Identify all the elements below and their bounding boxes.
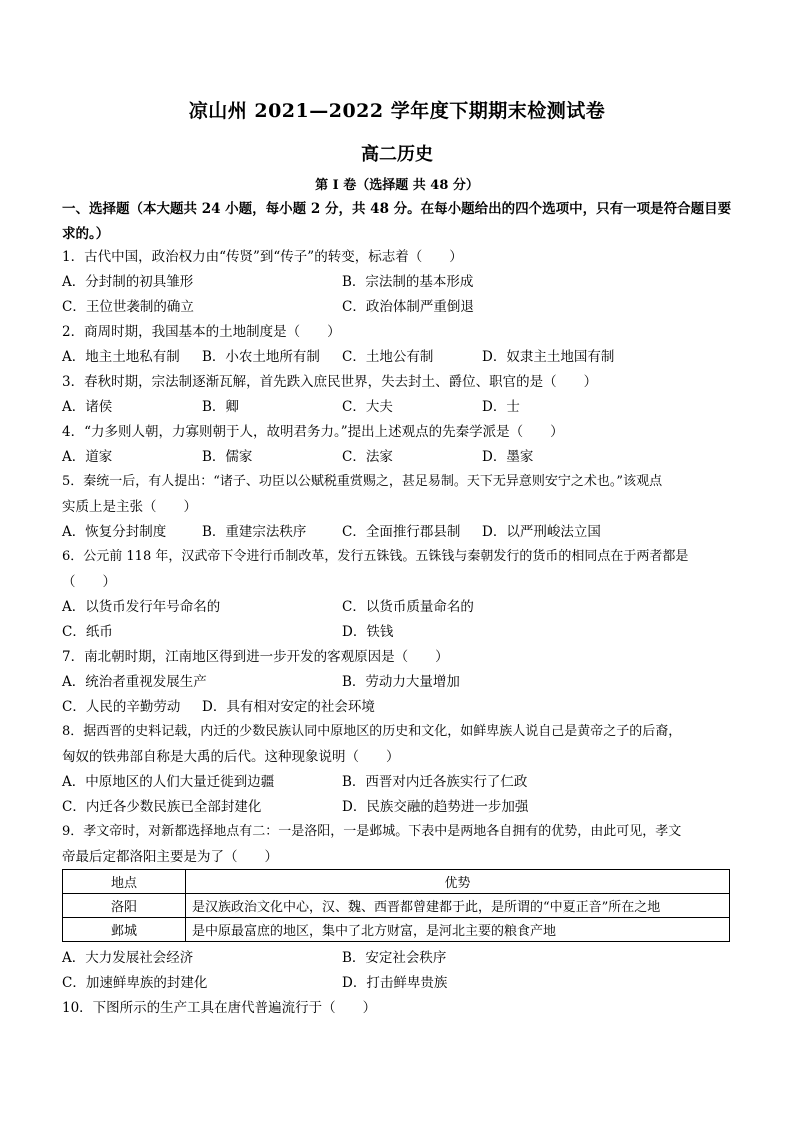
question-9-option-b: B．安定社会秩序 [342, 950, 447, 966]
table-cell-advantage: 是汉族政治文化中心，汉、魏、西晋都曾建都于此，是所谓的“中夏正音”所在之地 [186, 894, 730, 918]
question-5-stem-line-1: 5．秦统一后，有人提出：“诸子、功臣以公赋税重赏赐之，甚足易制。天下无异意则安宁之术也。”该观点 [62, 474, 663, 489]
question-8-option-c: C．内迁各少数民族已全部封建化 [62, 799, 262, 815]
question-4-option-a: A．道家 [62, 449, 113, 465]
table-cell-advantage: 是中原最富庶的地区，集中了北方财富，是河北主要的粮食产地 [186, 918, 730, 942]
question-6-stem-line-1: 6．公元前 118 年，汉武帝下令进行币制改革，发行五铢钱。五铢钱与秦朝发行的货币的相同点在于两者都是 [62, 549, 689, 564]
question-1-option-c: C．王位世袭制的确立 [62, 299, 194, 315]
question-2-option-c: C．土地公有制 [342, 349, 434, 365]
question-8-option-b: B．西晋对内迁各族实行了仁政 [342, 774, 528, 790]
question-1-option-b: B．宗法制的基本形成 [342, 274, 474, 290]
question-2-stem: 2．商周时期，我国基本的土地制度是（ ） [62, 324, 341, 340]
question-8-stem-line-2: 匈奴的铁弗部自称是大禹的后代。这种现象说明（ ） [62, 749, 400, 765]
table-header-advantage: 优势 [186, 870, 730, 894]
question-1-option-d: C．政治体制严重倒退 [342, 299, 474, 315]
question-3-stem: 3．春秋时期，宗法制逐渐瓦解，首先跌入庶民世界，失去封土、爵位、职官的是（ ） [62, 374, 598, 390]
question-2-option-a: A．地主土地私有制 [62, 349, 180, 365]
advantages-table [62, 869, 730, 942]
question-6-stem-line-2: （ ） [62, 574, 116, 590]
exam-title: 凉山州 2021—2022 学年度下期期末检测试卷 [188, 100, 606, 122]
question-5-option-c: C．全面推行郡县制 [342, 524, 461, 540]
question-8-stem-line-1: 8．据西晋的史料记载，内迁的少数民族认同中原地区的历史和文化，如鲜卑族人说自己是黄帝之子的后裔， [62, 724, 682, 739]
question-9-stem-line-2: 帝最后定都洛阳主要是为了（ ） [62, 849, 278, 865]
section-instructions: 一、选择题（本大题共 24 小题，每小题 2 分，共 48 分。在每小题给出的四个选项中，只有一项是符合题目要求的。） [62, 201, 732, 242]
table-row [63, 918, 730, 942]
question-7-option-c: C．人民的辛勤劳动 [62, 699, 181, 715]
question-6-option-c: C．纸币 [62, 624, 113, 640]
question-5-option-d: D．以严刑峻法立国 [482, 524, 601, 540]
question-2-option-b: B．小农土地所有制 [202, 349, 320, 365]
question-2-option-d: D．奴隶主土地国有制 [482, 349, 615, 365]
question-4-option-d: D．墨家 [482, 449, 534, 465]
question-10-stem: 10．下图所示的生产工具在唐代普遍流行于（ ） [62, 1000, 377, 1016]
table-header-row [63, 870, 730, 894]
question-7-option-a: A．统治者重视发展生产 [62, 674, 207, 690]
question-5-stem-line-2: 实质上是主张（ ） [62, 499, 197, 515]
question-6-option-a: A．以货币发行年号命名的 [62, 599, 221, 615]
exam-subject: 高二历史 [361, 144, 433, 165]
question-6-option-d: D．铁钱 [342, 624, 394, 640]
question-4-option-b: B．儒家 [202, 449, 253, 465]
question-3-option-d: D．士 [482, 399, 520, 415]
question-9-stem-line-1: 9．孝文帝时，对新都选择地点有二：一是洛阳，一是邺城。下表中是两地各自拥有的优势，由此可见，孝文 [62, 824, 682, 839]
question-4-option-c: C．法家 [342, 449, 393, 465]
question-6-option-b: C．以货币质量命名的 [342, 599, 474, 615]
question-7-stem: 7．南北朝时期，江南地区得到进一步开发的客观原因是（ ） [62, 649, 449, 665]
question-1-stem: 1．古代中国，政治权力由“传贤”到“传子”的转变，标志着（ ） [62, 249, 463, 265]
table-row [63, 894, 730, 918]
table-cell-location: 邺城 [63, 918, 186, 942]
question-8-option-a: A．中原地区的人们大量迁徙到边疆 [62, 774, 275, 790]
question-9-option-a: A．大力发展社会经济 [62, 950, 194, 966]
question-8-option-d: D．民族交融的趋势进一步加强 [342, 799, 529, 815]
table-cell-location: 洛阳 [63, 894, 186, 918]
part-heading: 第 I 卷（选择题 共 48 分） [315, 178, 479, 193]
question-3-option-a: A．诸侯 [62, 399, 113, 415]
question-9-option-d: D．打击鲜卑贵族 [342, 975, 448, 991]
question-7-option-d: D．具有相对安定的社会环境 [202, 699, 375, 715]
question-1-option-a: A．分封制的初具雏形 [62, 274, 194, 290]
question-9-option-c: C．加速鲜卑族的封建化 [62, 975, 208, 991]
question-3-option-c: C．大夫 [342, 399, 393, 415]
table-header-location: 地点 [63, 870, 186, 894]
question-3-option-b: B．卿 [202, 399, 239, 415]
question-5-option-b: B．重建宗法秩序 [202, 524, 307, 540]
question-5-option-a: A．恢复分封制度 [62, 524, 167, 540]
question-4-stem: 4．“力多则人朝，力寡则朝于人，故明君务力。”提出上述观点的先秦学派是（ ） [62, 424, 564, 440]
question-7-option-b: B．劳动力大量增加 [342, 674, 460, 690]
